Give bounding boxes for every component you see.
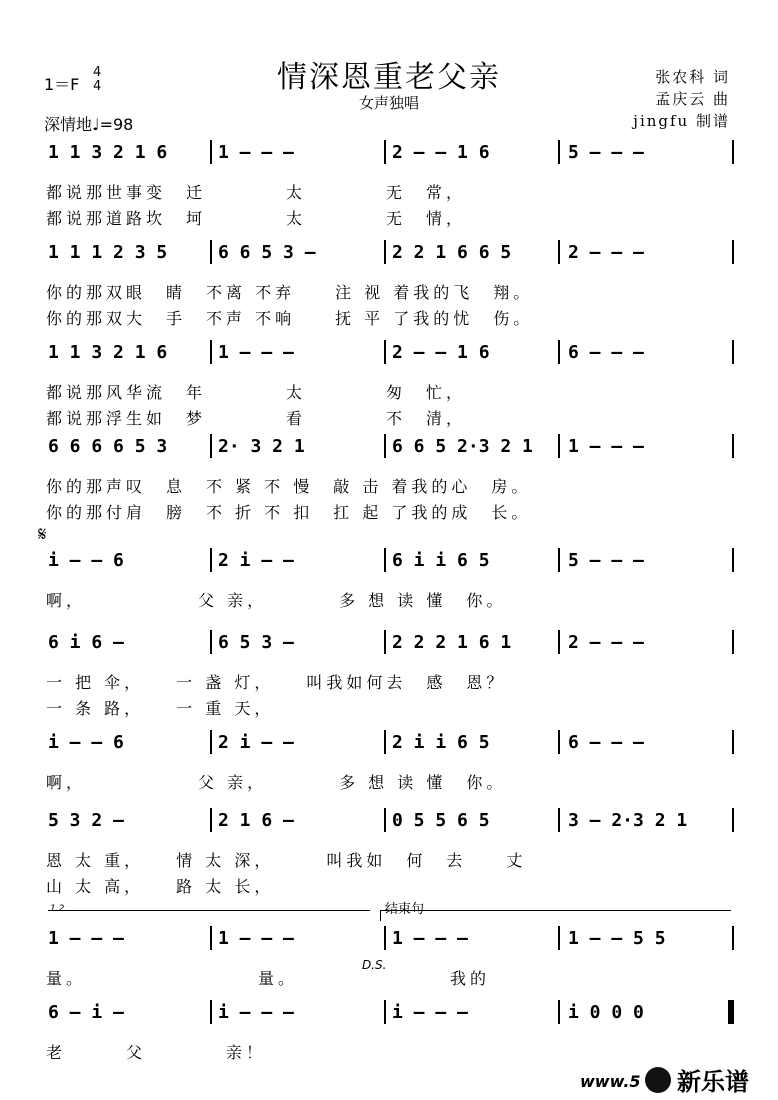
lyric-line: 山 太 高， 路 太 长， [46,877,275,896]
measure-notes: 6 5 3 – [218,632,294,653]
bar-line [384,340,386,364]
measure-notes: 6 – i – [48,1002,124,1023]
bar-line [210,1000,212,1024]
measure-notes: 6 6 5 2·3 2 1 [392,436,533,457]
measure-notes: 2 2 2 1 6 1 [392,632,512,653]
bar-line [384,730,386,754]
measure-notes: 1 1 3 2 1 6 [48,342,168,363]
bar-line [732,1000,734,1024]
lyric-line: 老 父 亲！ [46,1043,267,1062]
bar-line [384,926,386,950]
measure-notes: 1 – – – [218,342,294,363]
arranger-credit: jingfu 制谱 [633,112,730,130]
measure-notes: 5 – – – [568,142,644,163]
lyric-line: 都说那道路坎 坷 太 无 情， [46,209,467,228]
tempo-mark: ♩=98 [92,115,134,134]
measure-notes: i – – 6 [48,550,124,571]
measure-notes: 5 – – – [568,550,644,571]
measure-notes: 1 – – 5 5 [568,928,666,949]
lyric-line: 啊， 父 亲， 多 想 读 懂 你。 [46,773,507,792]
measure-notes: 2· 3 2 1 [218,436,305,457]
bar-line [210,240,212,264]
bar-line [384,434,386,458]
bar-line [558,548,560,572]
bar-line [384,140,386,164]
time-bottom: 4 [93,79,102,94]
bar-line [732,730,734,754]
footer-url[interactable]: www.5 [580,1072,641,1091]
measure-notes: 6 6 6 6 5 3 [48,436,168,457]
lyric-line: 你的那付肩 膀 不 折 不 扣 扛 起 了我的成 长。 [46,503,532,522]
measure-notes: 2 – – – [568,242,644,263]
ending-label: 结束句 [385,902,425,917]
lyric-line: 一 条 路， 一 重 天， [46,699,275,718]
measure-notes: 1 – – – [568,436,644,457]
measure-notes: 2 – – 1 6 [392,142,490,163]
bar-line [732,340,734,364]
song-title: 情深恩重老父亲 [277,60,501,95]
measure-notes: 2 – – 1 6 [392,342,490,363]
bar-line [558,1000,560,1024]
tempo-marking [44,112,133,135]
site-logo[interactable] [645,1062,749,1097]
measure-notes: 1 – – – [218,142,294,163]
bar-line [732,434,734,458]
lyric-line: 都说那浮生如 梦 看 不 清， [46,409,467,428]
bar-line [732,240,734,264]
tempo-text: 深情地 [44,115,93,134]
bar-line [558,630,560,654]
measure-notes: 3 – 2·3 2 1 [568,810,688,831]
key-signature: 1＝F [44,75,80,94]
final-bar-line [728,1000,732,1024]
bar-line [384,808,386,832]
measure-notes: 1 – – – [392,928,468,949]
lyricist-credit: 张农科 词 [655,68,730,86]
bar-line [732,548,734,572]
measure-notes: 1 – – – [218,928,294,949]
bar-line [384,1000,386,1024]
measure-notes: 2 i – – [218,732,294,753]
bar-line [732,926,734,950]
lyric-line: 都说那世事变 迁 太 无 常， [46,183,467,202]
bar-line [210,340,212,364]
volta-bracket [48,910,370,921]
measure-notes: 0 5 5 6 5 [392,810,490,831]
bar-line [558,808,560,832]
bar-line [558,340,560,364]
bar-line [732,808,734,832]
bar-line [732,140,734,164]
bar-line [210,548,212,572]
bar-line [210,434,212,458]
lyric-line: 你的那双眼 睛 不离 不弃 注 视 着我的飞 翔。 [46,283,534,302]
measure-notes: 6 i 6 – [48,632,124,653]
bar-line [384,240,386,264]
volta-bracket [380,910,731,921]
measure-notes: i 0 0 0 [568,1002,644,1023]
measure-notes: 6 6 5 3 – [218,242,316,263]
volta-label: 1.2. [50,904,68,914]
measure-notes: i – – – [392,1002,468,1023]
measure-notes: 2 i i 6 5 [392,732,490,753]
song-subtitle: 女声独唱 [358,94,419,112]
bar-line [558,730,560,754]
measure-notes: 2 1 6 – [218,810,294,831]
bar-line [210,808,212,832]
measure-notes: 2 2 1 6 6 5 [392,242,512,263]
bar-line [210,140,212,164]
lyric-line: 都说那风华流 年 太 匆 忙， [46,383,467,402]
measure-notes: 6 i i 6 5 [392,550,490,571]
measure-notes: 6 – – – [568,342,644,363]
measure-notes: 2 i – – [218,550,294,571]
bar-line [384,548,386,572]
bar-line [558,926,560,950]
bar-line [384,630,386,654]
bar-line [210,926,212,950]
lyric-line: 啊， 父 亲， 多 想 读 懂 你。 [46,591,507,610]
bar-line [558,140,560,164]
bar-line [210,630,212,654]
measure-notes: i – – – [218,1002,294,1023]
measure-notes: i – – 6 [48,732,124,753]
measure-notes: 6 – – – [568,732,644,753]
measure-notes: 1 1 1 2 3 5 [48,242,168,263]
measure-notes: 1 1 3 2 1 6 [48,142,168,163]
segno-mark: 𝄋 [38,522,47,546]
measure-notes: 2 – – – [568,632,644,653]
logo-text: 新乐谱 [677,1068,749,1096]
ds-mark: D.S. [362,958,387,972]
bar-line [558,434,560,458]
time-top: 4 [93,65,102,80]
logo-icon [645,1067,671,1093]
measure-notes: 1 – – – [48,928,124,949]
bar-line [732,630,734,654]
lyric-line: 量。 量。 我的 [46,969,491,988]
lyric-line: 一 把 伞， 一 盏 灯， 叫我如何去 感 恩？ [46,673,507,692]
lyric-line: 恩 太 重， 情 太 深， 叫我如 何 去 丈 [46,851,527,870]
bar-line [558,240,560,264]
bar-line [210,730,212,754]
lyric-line: 你的那声叹 息 不 紧 不 慢 敲 击 着我的心 房。 [46,477,532,496]
measure-notes: 5 3 2 – [48,810,124,831]
lyric-line: 你的那双大 手 不声 不响 抚 平 了我的忧 伤。 [46,309,534,328]
composer-credit: 孟庆云 曲 [655,90,730,108]
time-signature [93,66,101,94]
